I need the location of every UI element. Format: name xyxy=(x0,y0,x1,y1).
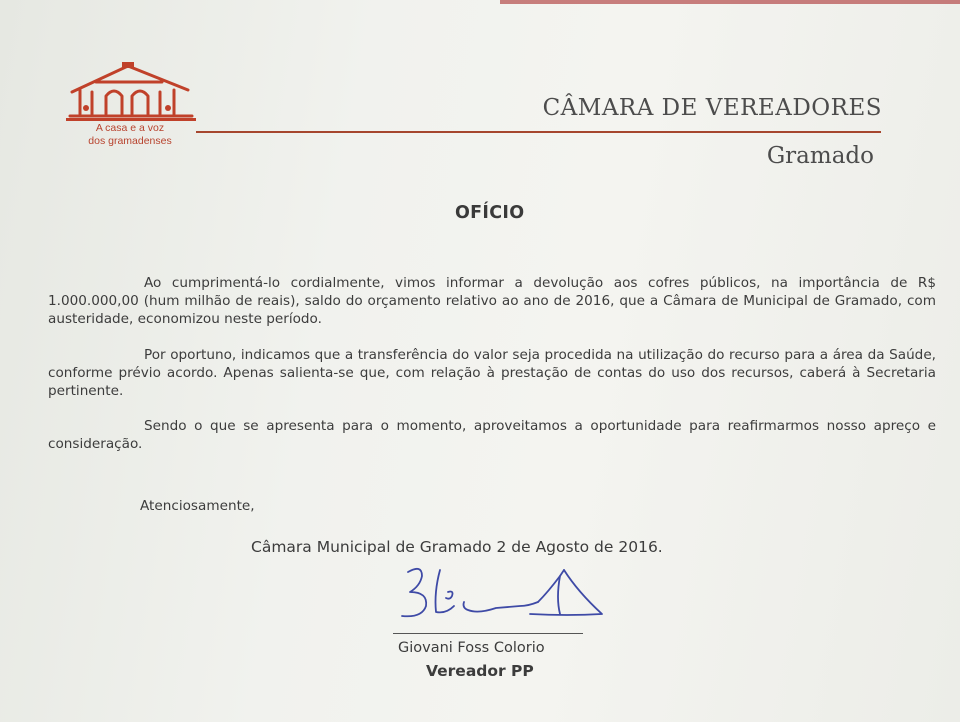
closing-salutation: Atenciosamente, xyxy=(140,498,255,514)
document-title: OFÍCIO xyxy=(455,203,525,223)
body-paragraph-2: Por oportuno, indicamos que a transferência do valor seja procedida na utilização do recurso para a área da Saúde, conforme prévio acordo. Apenas salienta-se que, com relação à prestação de contas do uso dos recursos, caberá à Secretaria pertinente. xyxy=(48,347,936,399)
logo-slogan-line2: dos gramadenses xyxy=(88,135,172,147)
body-paragraph-1: Ao cumprimentá-lo cordialmente, vimos informar a devolução aos cofres públicos, na importância de R$ 1.000.000,00 (hum milhão de reais), saldo do orçamento relativo ao ano de 2016, que a Câmara de Municipal de Gramado, com austeridade, economizou neste período. xyxy=(48,275,936,327)
handwritten-signature-icon xyxy=(388,562,610,634)
logo-slogan xyxy=(62,122,198,148)
institution-name: CÂMARA DE VEREADORES xyxy=(542,95,882,121)
signature-line xyxy=(393,633,583,634)
header-rule xyxy=(196,131,881,133)
chamber-building-logo-icon xyxy=(66,62,196,122)
signer-name: Giovani Foss Colorio xyxy=(398,640,545,656)
place-and-date: Câmara Municipal de Gramado 2 de Agosto de 2016. xyxy=(251,538,663,556)
paper-top-edge xyxy=(500,0,960,4)
body-paragraph-3: Sendo o que se apresenta para o momento, aproveitamos a oportunidade para reafirmarmos nosso apreço e consideração. xyxy=(48,418,936,452)
institution-city: Gramado xyxy=(766,143,874,169)
signer-role: Vereador PP xyxy=(426,662,534,680)
logo-slogan-line1: A casa e a voz xyxy=(95,122,165,134)
